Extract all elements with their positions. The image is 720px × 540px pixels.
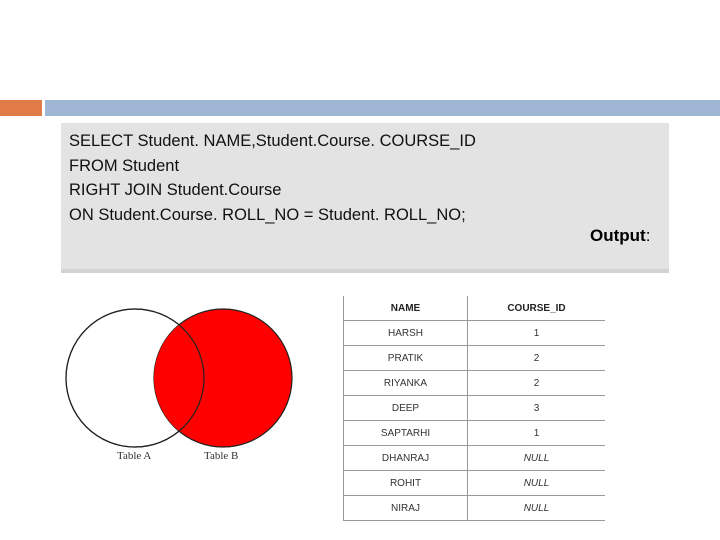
cell-course-id: NULL: [468, 471, 606, 496]
table-row: [344, 496, 606, 521]
sql-line-2: FROM Student: [69, 156, 180, 175]
cell-name: DEEP: [344, 396, 468, 421]
column-header-name: NAME: [344, 296, 468, 321]
sql-line-4: ON Student.Course. ROLL_NO = Student. ROLL_NO;: [69, 205, 466, 224]
accent-bar: [0, 100, 42, 116]
title-bar: [45, 100, 720, 116]
cell-name: SAPTARHI: [344, 421, 468, 446]
cell-course-id: 2: [468, 346, 606, 371]
venn-label-table-a: Table A: [117, 450, 152, 462]
cell-name: RIYANKA: [344, 371, 468, 396]
cell-name: HARSH: [344, 321, 468, 346]
table-row: [344, 421, 606, 446]
output-label-text: Output: [590, 226, 646, 245]
table-row: [344, 396, 606, 421]
cell-name: PRATIK: [344, 346, 468, 371]
cell-course-id: 1: [468, 321, 606, 346]
cell-name: NIRAJ: [344, 496, 468, 521]
table-row: [344, 446, 606, 471]
table-row: [344, 471, 606, 496]
cell-course-id: 1: [468, 421, 606, 446]
table-header-row: [344, 296, 606, 321]
table-row: [344, 371, 606, 396]
table-row: [344, 346, 606, 371]
cell-course-id: 3: [468, 396, 606, 421]
output-label-colon: :: [645, 226, 651, 245]
cell-course-id: 2: [468, 371, 606, 396]
table-row: [344, 321, 606, 346]
output-label: [590, 226, 650, 246]
venn-label-table-b: Table B: [204, 450, 239, 462]
result-table: [343, 296, 605, 521]
cell-course-id: NULL: [468, 496, 606, 521]
venn-diagram: [65, 298, 295, 464]
cell-course-id: NULL: [468, 446, 606, 471]
sql-line-3: RIGHT JOIN Student.Course: [69, 181, 282, 199]
sql-line-1: SELECT Student. NAME,Student.Course. COURSE_ID: [69, 132, 476, 150]
column-header-course-id: COURSE_ID: [468, 296, 606, 321]
cell-name: DHANRAJ: [344, 446, 468, 471]
sql-code-box: [61, 123, 669, 273]
cell-name: ROHIT: [344, 471, 468, 496]
